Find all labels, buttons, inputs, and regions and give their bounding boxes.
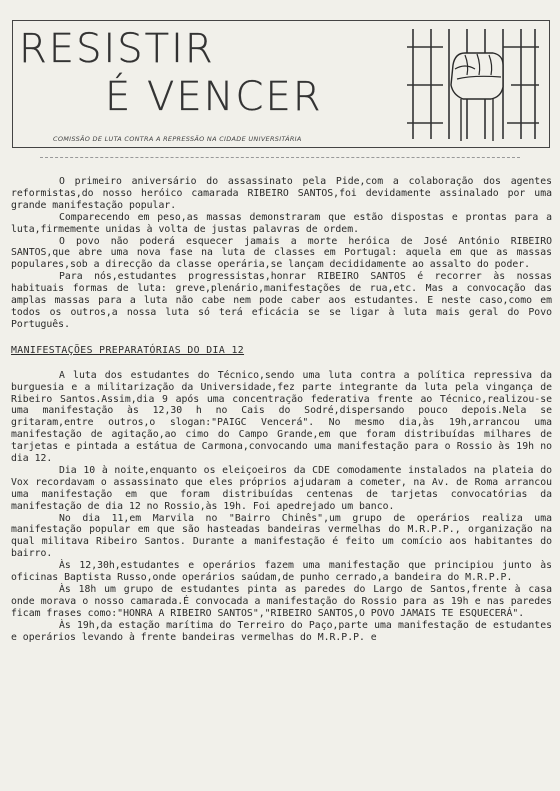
intro-paragraph: Para nós,estudantes progressistas,honrar RIBEIRO SANTOS é recorrer às nossas habituais formas de luta: greve,plenário,manifestações de rua,etc. Mas a convocação das amplas massas para a luta não cabe nem pode caber aos estudantes. E neste caso,como em todos os outros,a nossa luta só terá eficácia se se ligar à luta mais geral do Povo Português. <box>11 271 552 330</box>
intro-paragraph: Comparecendo em peso,as massas demonstraram que estão dispostas e prontas para a luta,firmemente unidas à volta de justas palavras de ordem. <box>11 211 552 235</box>
section-paragraph: Às 18h um grupo de estudantes pinta as paredes do Largo de Santos,frente à casa onde morava o nosso camarada.É convocada a manifestação do Rossio para as 19h e nas paredes ficam frases como:"HONRA A RIBEIRO SANTOS","RIBEIRO SANTOS,O POVO JAMAIS TE ESQUECERÁ". <box>11 584 552 619</box>
masthead <box>12 20 550 148</box>
title-line-2: É VENCER <box>105 74 323 120</box>
article-body <box>11 176 552 644</box>
section-paragraph: A luta dos estudantes do Técnico,sendo uma luta contra a política repressiva da burguesia e a militarização da Universidade,fez parte integrante da luta pela vingança de Ribeiro Santos.Assim,dia 9 após uma concentração federativa frente ao Técnico,realizou-se uma manifestação às 12,30 h no Cais do Sodré,dispersando pouco depois.Nela se gritaram,entre outros,o slogan:"PAIGC Vencerá". No mesmo dia,às 19h,arrancou uma manifestação de agitação,ao cimo do Campo Grande,em que foram distribuídas milhares de tarjetas e pintada a estátua de Carmona,convocando uma manifestação para o Rossio às 19h no dia 12. <box>11 369 552 465</box>
masthead-subtitle: COMISSÃO DE LUTA CONTRA A REPRESSÃO NA CIDADE UNIVERSITÁRIA <box>53 135 302 143</box>
intro-paragraph: O povo não poderá esquecer jamais a morte heróica de José António RIBEIRO SANTOS,que abre uma nova fase na luta de classes em Portugal: aquela em que as massas populares,sob a direcção da classe operária,se lançam decididamente ao assalto do poder. <box>11 235 552 271</box>
intro-paragraph: O primeiro aniversário do assassinato pela Pide,com a colaboração dos agentes reformistas,do nosso heróico camarada RIBEIRO SANTOS,foi devidamente assinalado por uma grande manifestação popular. <box>11 176 552 211</box>
section-paragraph: No dia 11,em Marvila no "Bairro Chinês",um grupo de operários realiza uma manifestação popular em que são hasteadas bandeiras vermelhas do M.R.P.P., organização na qual militava Ribeiro Santos. Durante a manifestação é feito um comício aos habitantes do bairro. <box>11 512 552 560</box>
section-heading: MANIFESTAÇÕES PREPARATÓRIAS DO DIA 12 <box>11 344 245 356</box>
raised-fist-bars-icon <box>403 25 543 143</box>
header-divider <box>40 157 520 158</box>
section-paragraph: Dia 10 à noite,enquanto os eleiçoeiros da CDE comodamente instalados na plateia do Vox recordavam o assassinato que eles próprios ajudaram a cometer, na Av. de Roma arrancou uma manifestação em que foram distribuídas centenas de tarjetas convocatórias da manifestação de dia 12 no Rossio,às 19h. Foi apedrejado um banco. <box>11 464 552 512</box>
section-paragraph: Às 19h,da estação marítima do Terreiro do Paço,parte uma manifestação de estudantes e operários levando à frente bandeiras vermelhas do M.R.P.P. e <box>11 619 552 643</box>
section-paragraph: Às 12,30h,estudantes e operários fazem uma manifestação que principiou junto às oficinas Baptista Russo,onde operários saúdam,de punho cerrado,a bandeira do M.R.P.P. <box>11 560 552 584</box>
title-line-1: RESISTIR <box>19 26 215 72</box>
